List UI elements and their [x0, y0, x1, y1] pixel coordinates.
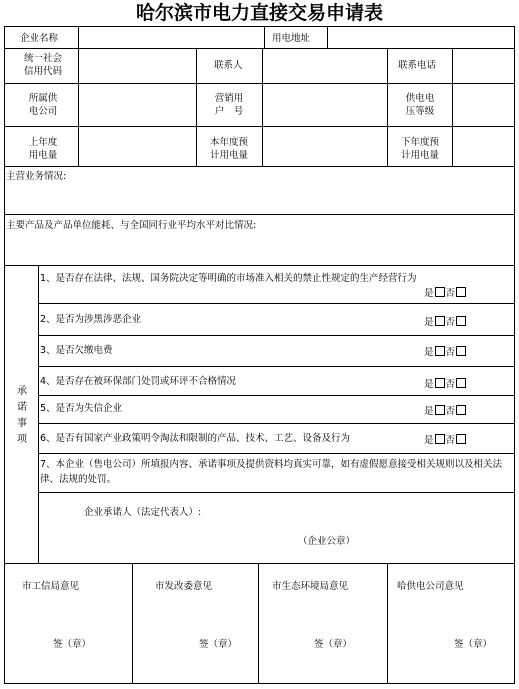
- grid-line: [78, 26, 79, 49]
- grid-line: [387, 563, 388, 684]
- opinion-label-development: 市发改委意见: [155, 581, 213, 592]
- opinion-sign-development: 签（章）: [199, 639, 238, 650]
- yes-no-6: 是 否: [424, 434, 467, 447]
- table-row-border: [4, 214, 515, 215]
- commitment-item-4: 4、是否存在被环保部门处罚或环评不合格情况: [40, 376, 237, 387]
- opinion-label-power-company: 哈供电公司意见: [397, 581, 464, 592]
- no-checkbox-1[interactable]: [456, 287, 466, 297]
- opinion-label-industry: 市工信局意见: [22, 581, 80, 592]
- table-right-border: [514, 26, 515, 684]
- table-row-border: [4, 683, 515, 684]
- no-checkbox-2[interactable]: [456, 316, 466, 326]
- yes-checkbox-6[interactable]: [435, 434, 445, 444]
- commitment-row-border: [38, 492, 515, 493]
- table-row-border: [4, 26, 515, 27]
- commitment-item-2: 2、是否为涉黑涉恶企业: [40, 314, 142, 325]
- yes-checkbox-4[interactable]: [435, 378, 445, 388]
- label-supplier: 所属供 电公司: [28, 93, 58, 117]
- grid-line: [262, 48, 263, 167]
- commitment-item-5: 5、是否为失信企业: [40, 403, 123, 414]
- label-company-name: 企业名称: [20, 33, 59, 44]
- form-title: 哈尔滨市电力直接交易申请表: [135, 2, 383, 24]
- no-checkbox-4[interactable]: [456, 378, 466, 388]
- yes-no-4: 是 否: [424, 378, 467, 391]
- label-main-business: 主营业务情况:: [6, 171, 67, 182]
- table-left-border: [4, 26, 5, 684]
- commitment-column-border: [38, 265, 39, 564]
- table-row-border: [4, 563, 515, 564]
- commitment-row-border: [38, 395, 515, 396]
- yes-no-3: 是 否: [424, 346, 467, 359]
- label-this-year-usage: 本年度预 计用电量: [209, 137, 248, 161]
- table-row-border: [4, 265, 515, 266]
- yes-checkbox-2[interactable]: [435, 316, 445, 326]
- label-next-year-usage: 下年度预 计用电量: [400, 137, 439, 161]
- commitment-item-1: 1、是否存在法律、法规、国务院决定等明确的市场准入相关的禁止性规定的生产经营行为: [40, 273, 417, 284]
- label-energy-consumption: 主要产品及产品单位能耗、与全国同行业平均水平对比情况:: [6, 220, 257, 231]
- label-contact-phone: 联系电话: [398, 60, 437, 71]
- opinion-sign-ecology: 签（章）: [314, 639, 353, 650]
- yes-checkbox-3[interactable]: [435, 346, 445, 356]
- label-account-number: 营销用 户 号: [214, 93, 244, 117]
- commitment-row-border: [38, 423, 515, 424]
- no-checkbox-6[interactable]: [456, 434, 466, 444]
- table-row-border: [4, 126, 515, 127]
- grid-line: [132, 563, 133, 684]
- yes-no-2: 是 否: [424, 316, 467, 329]
- grid-line: [78, 48, 79, 167]
- commitment-item-3: 3、是否欠缴电费: [40, 345, 113, 356]
- yes-no-1: 是 否: [424, 287, 467, 300]
- no-checkbox-3[interactable]: [456, 346, 466, 356]
- table-row-border: [4, 48, 515, 49]
- opinion-sign-industry: 签（章）: [53, 639, 92, 650]
- opinion-label-ecology: 市生态环境局意见: [272, 581, 349, 592]
- commitment-row-border: [38, 366, 515, 367]
- commitment-row-border: [38, 453, 515, 454]
- label-credit-code: 统一社会 信用代码: [23, 53, 62, 77]
- grid-line: [327, 26, 328, 49]
- commitment-item-6: 6、是否有国家产业政策明令淘汰和限制的产品、技术、工艺、设备及行为: [40, 433, 351, 444]
- commitment-item-7: 7、本企业（售电公司）所填报内容、承诺事项及提供资料均真实可靠，如有虚假愿意接受相关规则以及相关法律、法规的处罚。: [40, 459, 503, 485]
- label-contact-person: 联系人: [214, 60, 243, 71]
- grid-line: [258, 563, 259, 684]
- commitment-row-border: [38, 335, 515, 336]
- yes-checkbox-5[interactable]: [435, 405, 445, 415]
- no-checkbox-5[interactable]: [456, 405, 466, 415]
- commitment-row-border: [38, 303, 515, 304]
- table-row-border: [4, 83, 515, 84]
- commitment-signer: 企业承诺人（法定代表人）:: [84, 507, 202, 518]
- yes-checkbox-1[interactable]: [435, 287, 445, 297]
- label-power-address: 用电地址: [272, 33, 311, 44]
- grid-line: [264, 26, 265, 49]
- commitment-seal: （企业公章）: [298, 536, 356, 547]
- commitment-label: 承 诺 事 项: [17, 386, 27, 445]
- yes-no-5: 是 否: [424, 405, 467, 418]
- opinion-sign-power-company: 签（章）: [454, 639, 493, 650]
- label-last-year-usage: 上年度 用电量: [28, 137, 58, 161]
- table-row-border: [4, 166, 515, 167]
- label-voltage-level: 供电电 压等级: [405, 93, 435, 117]
